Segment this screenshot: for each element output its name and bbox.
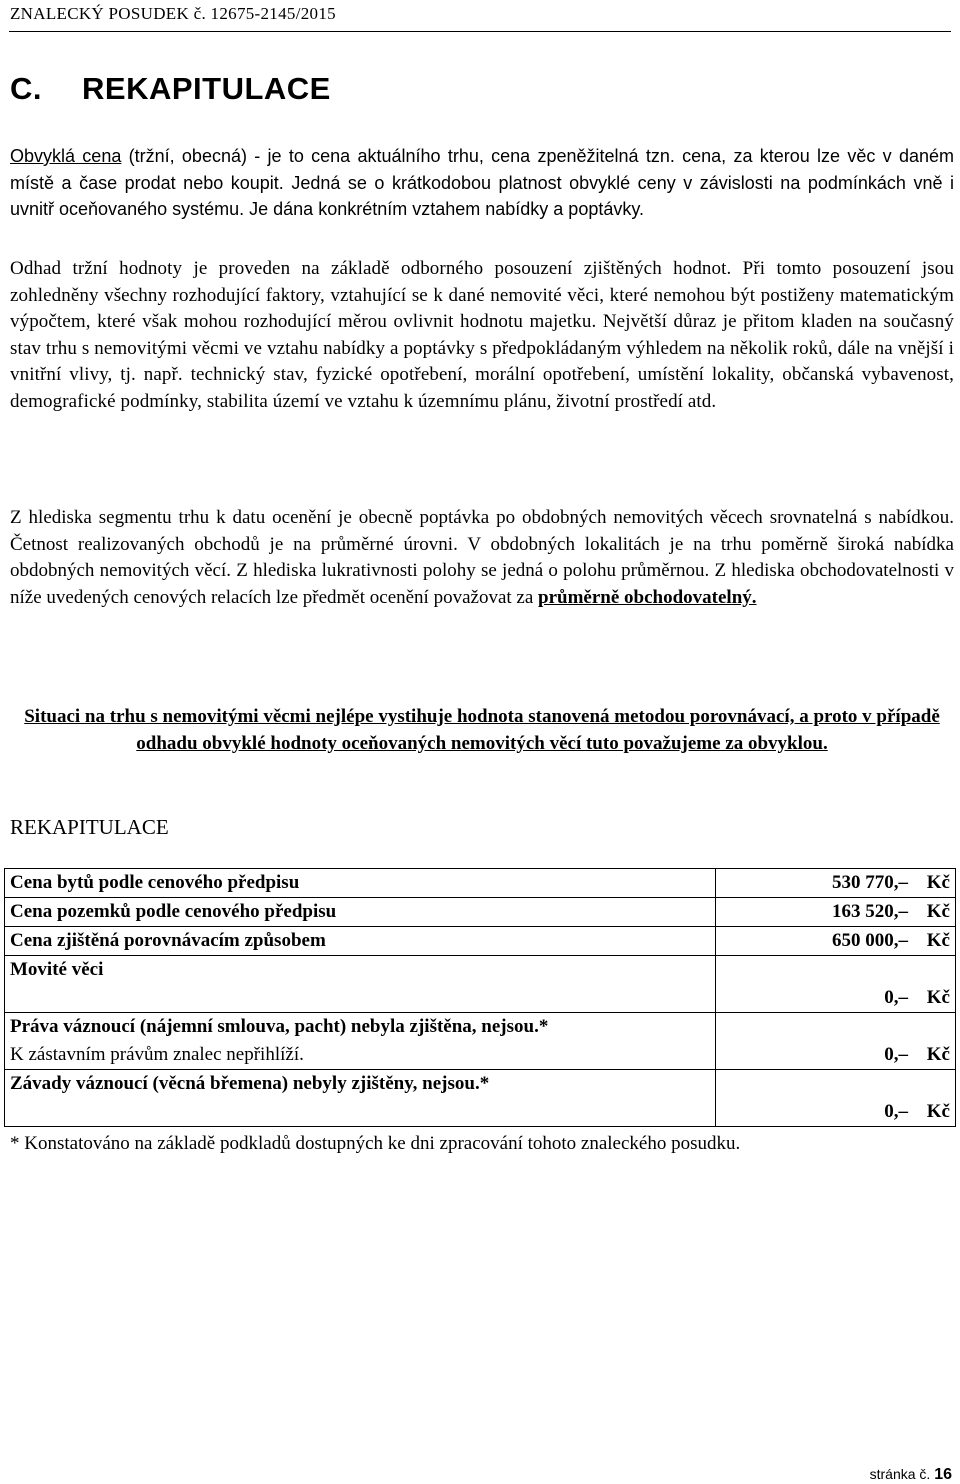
table-row [5,956,956,1013]
value-amount: 0,– [884,1101,908,1122]
recap-label: REKAPITULACE [10,815,169,839]
document-header [10,4,950,24]
value-currency: Kč [926,930,950,951]
row-label-text: Práva váznoucí (nájemní smlouva, pacht) nebyla zjištěna, nejsou.* [10,1016,549,1037]
row-value [716,956,956,1013]
table-row [5,898,956,927]
value-currency: Kč [926,872,950,893]
row-label [5,1070,716,1127]
value-currency: Kč [926,901,950,922]
row-value [716,898,956,927]
row-label [5,1013,716,1070]
page-number-value: 16 [934,1466,952,1483]
intro-term: Obvyklá cena [10,146,122,166]
row-value [716,1013,956,1070]
row-sublabel: K zástavním právům znalec nepřihlíží. [10,1044,304,1065]
intro-paragraph [10,143,954,223]
value-currency: Kč [926,1044,950,1065]
table-row [5,869,956,898]
segment-text: Z hlediska segmentu trhu k datu ocenění je obecně poptávka po obdobných nemovitých věcech srovnatelná s nabídkou. Četnost realizovaných obchodů je na průměrné úrovni. V obdobných lokalitách je na trhu poměrně široká nabídka obdobných nemovitých věcí. Z hlediska lukrativnosti polohy se jedná o polohu průměrnou. Z hlediska obchodovatelnosti v níže uvedených cenových relacích lze předmět ocenění považovat za [10,507,954,608]
section-title: REKAPITULACE [82,71,331,106]
header-title: ZNALECKÝ POSUDEK č. 12675-2145/2015 [10,4,336,23]
section-number: C. [10,71,42,106]
row-label-text: Movité věci [10,959,104,980]
segment-emphasis: průměrně obchodovatelný. [538,586,757,608]
conclusion-statement: Situaci na trhu s nemovitými věcmi nejlépe vystihuje hodnota stanovená metodou porovnávací, a proto v případě odhadu obvyklé hodnoty oceňovaných nemovitých věcí tuto považujeme za obvyklou. [24,706,940,754]
estimate-text: Odhad tržní hodnoty je proveden na základě odborného posouzení zjištěných hodnot. Při tomto posouzení jsou zohledněny všechny rozhodující faktory, vztahující se k dané nemovité věci, které nemohou být postiženy matematickým výpočtem, které však mohou rozhodující měrou ovlivnit hodnotu majetku. Největší důraz je přitom kladen na současný stav trhu s nemovitými věcmi ve vztahu nabídky a poptávky s předpokládaným výhledem na několik roků, dále na vnější i vnitřní vlivy, tj. např. technický stav, fyzické opotřebení, morální opotřebení, umístění lokality, občanská vybavenost, demografické podmínky, stabilita území ve vztahu k územnímu plánu, životní prostředí atd. [10,258,954,412]
value-currency: Kč [926,1101,950,1122]
segment-paragraph [10,505,954,611]
page-label: stránka č. [869,1466,931,1482]
value-amount: 530 770,– [832,872,908,893]
value-currency: Kč [926,987,950,1008]
row-label [5,956,716,1013]
value-amount: 650 000,– [832,930,908,951]
row-value [716,927,956,956]
row-label: Cena pozemků podle cenového předpisu [5,898,716,927]
section-heading [10,71,331,107]
row-label: Cena zjištěná porovnávacím způsobem [5,927,716,956]
intro-text: (tržní, obecná) - je to cena aktuálního trhu, cena zpeněžitelná tzn. cena, za kterou lze věc v daném místě a čase prodat nebo koupit. Jedná se o krátkodobou platnost obvyklé ceny v závislosti na podmínkách vně i uvnitř oceňovaného systému. Je dána konkrétním vztahem nabídky a poptávky. [10,146,954,220]
row-label: Cena bytů podle cenového předpisu [5,869,716,898]
table-row [5,927,956,956]
value-amount: 0,– [884,1044,908,1065]
row-value [716,1070,956,1127]
row-label-text: Závady váznoucí (věcná břemena) nebyly zjištěny, nejsou.* [10,1073,490,1094]
table-row [5,1070,956,1127]
value-amount: 163 520,– [832,901,908,922]
row-value [716,869,956,898]
estimate-paragraph [10,256,954,415]
value-amount: 0,– [884,987,908,1008]
footnote: * Konstatováno na základě podkladů dostupných ke dni zpracování tohoto znaleckého posudku. [10,1133,741,1154]
table-row [5,1013,956,1070]
header-rule [9,31,951,32]
page-number [870,1466,952,1484]
recap-table [4,868,956,1127]
